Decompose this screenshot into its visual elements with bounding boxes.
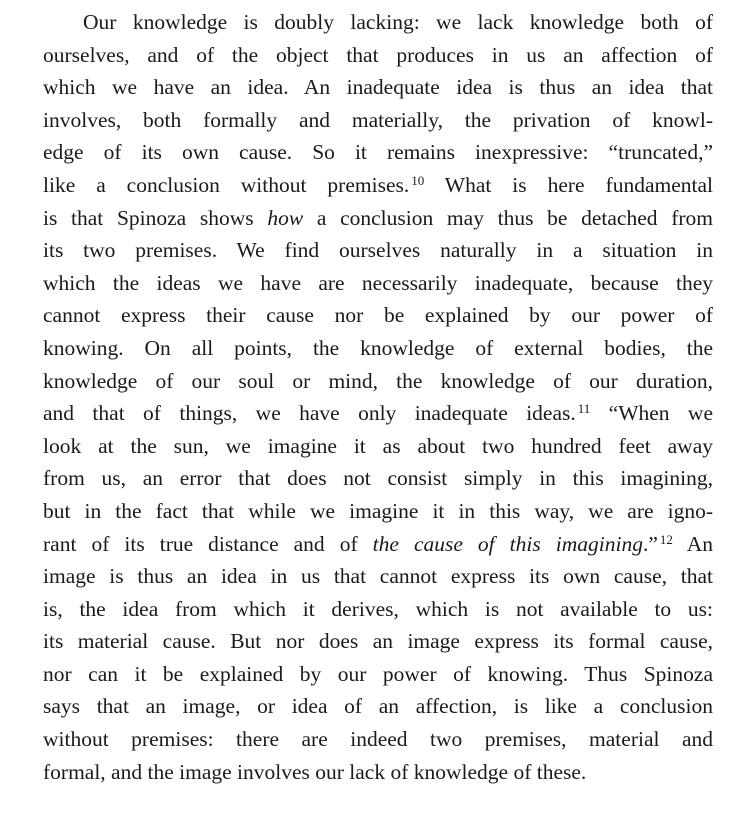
body-paragraph [43,6,713,788]
text-line [43,202,713,235]
text-segment: An [672,531,714,556]
text-segment: like a conclusion without premises. [43,172,410,197]
text-line: but in the fact that while we imagine it in this way, we are igno- [43,498,713,523]
footnote-marker[interactable]: 11 [577,401,591,417]
text-line: Our knowledge is doubly lacking: we lack knowledge both of [83,10,713,34]
text-segment: is that Spinoza shows [43,205,268,230]
text-segment: and that of things, we have only inadequate ideas. [43,401,576,426]
text-line: knowing. On all points, the knowledge of external bodies, the [43,335,713,360]
text-segment: .” [642,531,658,556]
text-segment: What is here fundamental [424,172,713,197]
text-line: is, the idea from which it derives, which is not available to us: [43,596,713,621]
text-line: ourselves, and of the object that produces in us an affection of [43,42,713,67]
text-line: from us, an error that does not consist simply in this imagining, [43,466,713,491]
text-line: which we have an idea. An inadequate idea is thus an idea that [43,75,713,100]
text-line: knowledge of our soul or mind, the knowledge of our duration, [43,368,713,393]
text-segment: rant of its true distance and of [43,531,373,556]
text-line: says that an image, or idea of an affection, is like a conclusion [43,694,713,719]
footnote-marker[interactable]: 10 [411,172,425,188]
text-line: without premises: there are indeed two premises, material and [43,727,713,752]
text-line: which the ideas we have are necessarily inadequate, because they [43,270,713,295]
italic-emphasis: the cause of this imagining [372,531,643,556]
text-line: image is thus an idea in us that cannot express its own cause, that [43,564,713,589]
text-line: look at the sun, we imagine it as about two hundred feet away [43,433,713,458]
text-line: nor can it be explained by our power of knowing. Thus Spinoza [43,661,713,686]
text-line [43,397,713,430]
text-segment: a conclusion may thus be detached from [303,205,713,230]
text-line [43,169,713,202]
italic-emphasis: how [267,205,304,230]
text-line: cannot express their cause nor be explained by our power of [43,303,713,328]
footnote-marker[interactable]: 12 [659,531,673,547]
text-line: edge of its own cause. So it remains inexpressive: “truncated,” [43,140,713,165]
text-line: its two premises. We find ourselves naturally in a situation in [43,238,713,263]
text-line: its material cause. But nor does an image express its formal cause, [43,629,713,654]
text-line: formal, and the image involves our lack of knowledge of these. [43,759,587,784]
text-line: involves, both formally and materially, the privation of knowl- [43,107,713,132]
text-line [43,528,713,561]
text-segment: “When we [590,401,713,426]
